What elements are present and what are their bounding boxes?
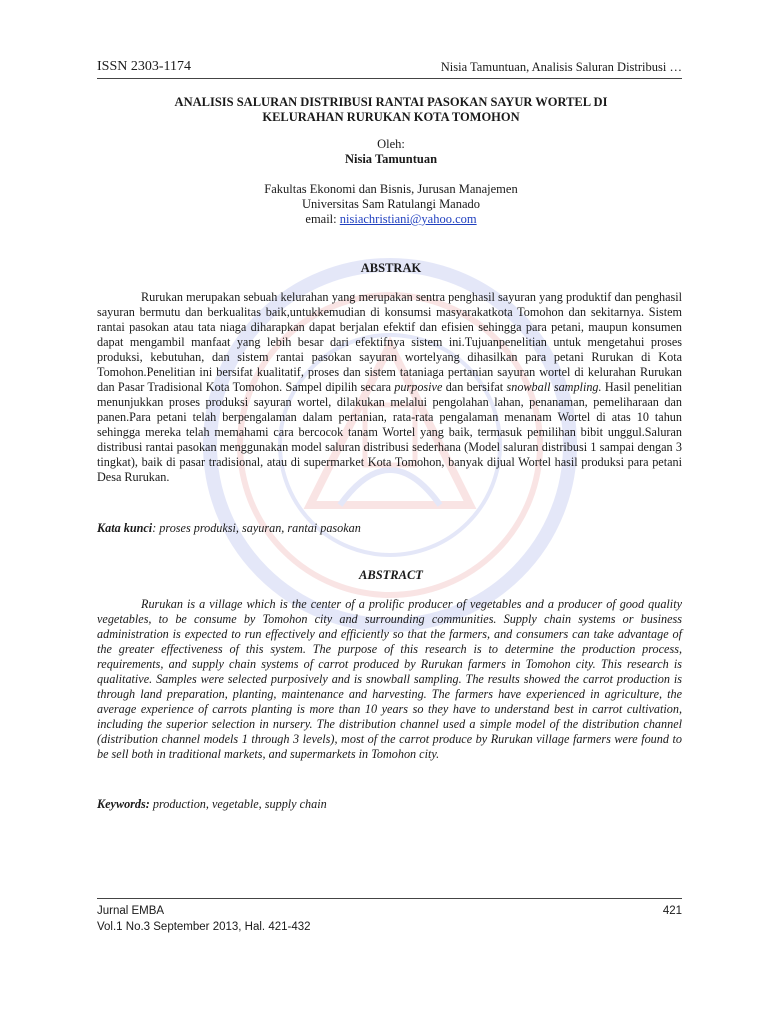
title-line-2: KELURAHAN RURUKAN KOTA TOMOHON: [262, 110, 520, 124]
keywords-label: Keywords:: [97, 797, 150, 811]
kata-kunci: [97, 521, 682, 536]
volume-info: Vol.1 No.3 September 2013, Hal. 421-432: [97, 921, 311, 933]
keywords: [97, 797, 682, 812]
author-name: Nisia Tamuntuan: [344, 152, 438, 166]
by-label: Oleh:: [377, 137, 405, 151]
kata-kunci-label: Kata kunci: [97, 521, 153, 535]
affiliation-faculty: Fakultas Ekonomi dan Bisnis, Jurusan Manajemen: [264, 182, 518, 196]
abstrak-body: [97, 290, 682, 485]
email-label: email:: [305, 212, 337, 226]
abstrak-italic-purposive: purposive: [394, 380, 443, 394]
abstrak-italic-snowball: snowball sampling.: [506, 380, 602, 394]
abstrak-text-1: Rurukan merupakan sebuah kelurahan yang merupakan sentra penghasil sayuran yang produktif dan penghasil sayuran bermutu dan berkualitas baik,untukkemudian di konsumsi masyarakatkota Tomohon dan sekitarnya. Sistem rantai pasokan atau tata niaga diharapkan dapat berjalan efektif dan efisien sehingga para petani, maupun konsumen dapat mengambil manfaat yang lebih besar dari efektifnya sistem ini.Tujuanpenelitian untuk mengetahui proses produksi, kebutuhan, dan sistem rantai pasokan sayuran wortelyang dihasilkan para petani Rurukan di Kota Tomohon.Penelitian ini bersifat kualitatif, proses dan sistem tataniaga pertanian sayuran wortel di kelurahan Rurukan dan Pasar Tradisional Kota Tomohon. Sampel dipilih secara: [97, 290, 682, 394]
page-header: [97, 54, 682, 79]
kata-kunci-values: : proses produksi, sayuran, rantai pasokan: [152, 521, 361, 535]
title-line-1: ANALISIS SALURAN DISTRIBUSI RANTAI PASOKAN SAYUR WORTEL DI: [174, 95, 608, 109]
page-footer: [97, 898, 682, 935]
abstrak-heading: ABSTRAK: [360, 261, 422, 275]
page-number: 421: [662, 905, 682, 917]
abstract-heading: ABSTRACT: [359, 568, 423, 582]
abstract-body: Rurukan is a village which is the center of a prolific producer of vegetables and a producer of good quality vegetables, to be consume by Tomohon city and surrounding communities. Supply chain systems or business administration is expected to run effectively and efficiently so that the farmers, and consumers can take advantage of the greater effectiveness of this system. The purpose of this research is to determine the production process, requirements, and supply chain systems of carrot produced by Rurukan farmers in Tomohon city. This research is qualitative. Samples were selected purposively and is snowball sampling. The results showed the carrot production is through land preparation, planting, maintenance and harvesting. The farmers have experienced in agriculture, the average experience of carrots planting is more than 10 years so they have to understand best in carrot cultivation, including the superior selection in nursery. The distribution channel used a simple model of the distribution channel (distribution channel models 1 through 3 levels), most of the carrot produce by Rurukan village farmers were found to be sell both in traditional markets, and supermarkets in Tomohon city.: [97, 597, 682, 761]
email-link[interactable]: nisiachristiani@yahoo.com: [339, 212, 477, 226]
abstrak-text-3: Hasil penelitian menunjukkan proses produksi sayuran wortel, dilakukan melalui pengolahan lahan, penanaman, pemeliharaan dan panen.Para petani telah berpengalaman dalam pertanian, rata-rata pengalaman menanam Wortel di atas 10 tahun sehingga mereka telah memahami cara bercocok tanam Wortel yang baik, termasuk pemilihan bibit unggul.Saluran distribusi rantai pasokan menggunakan model saluran distribusi sederhana (Model saluran distribusi 1 sampai dengan 3 tingkat), baik di pasar tradisional, atau di supermarket Kota Tomohon, banyak dijual Wortel hasil produksi para petani Desa Rurukan.: [97, 380, 682, 484]
journal-name: Jurnal EMBA: [97, 905, 165, 917]
paper-title: [100, 95, 682, 125]
email-line: [100, 212, 682, 227]
issn: ISSN 2303-1174: [97, 59, 191, 74]
running-title: Nisia Tamuntuan, Analisis Saluran Distribusi …: [440, 60, 682, 74]
abstrak-text-2: dan bersifat: [442, 380, 507, 394]
keywords-values: production, vegetable, supply chain: [149, 797, 327, 811]
affiliation-university: Universitas Sam Ratulangi Manado: [301, 197, 481, 211]
